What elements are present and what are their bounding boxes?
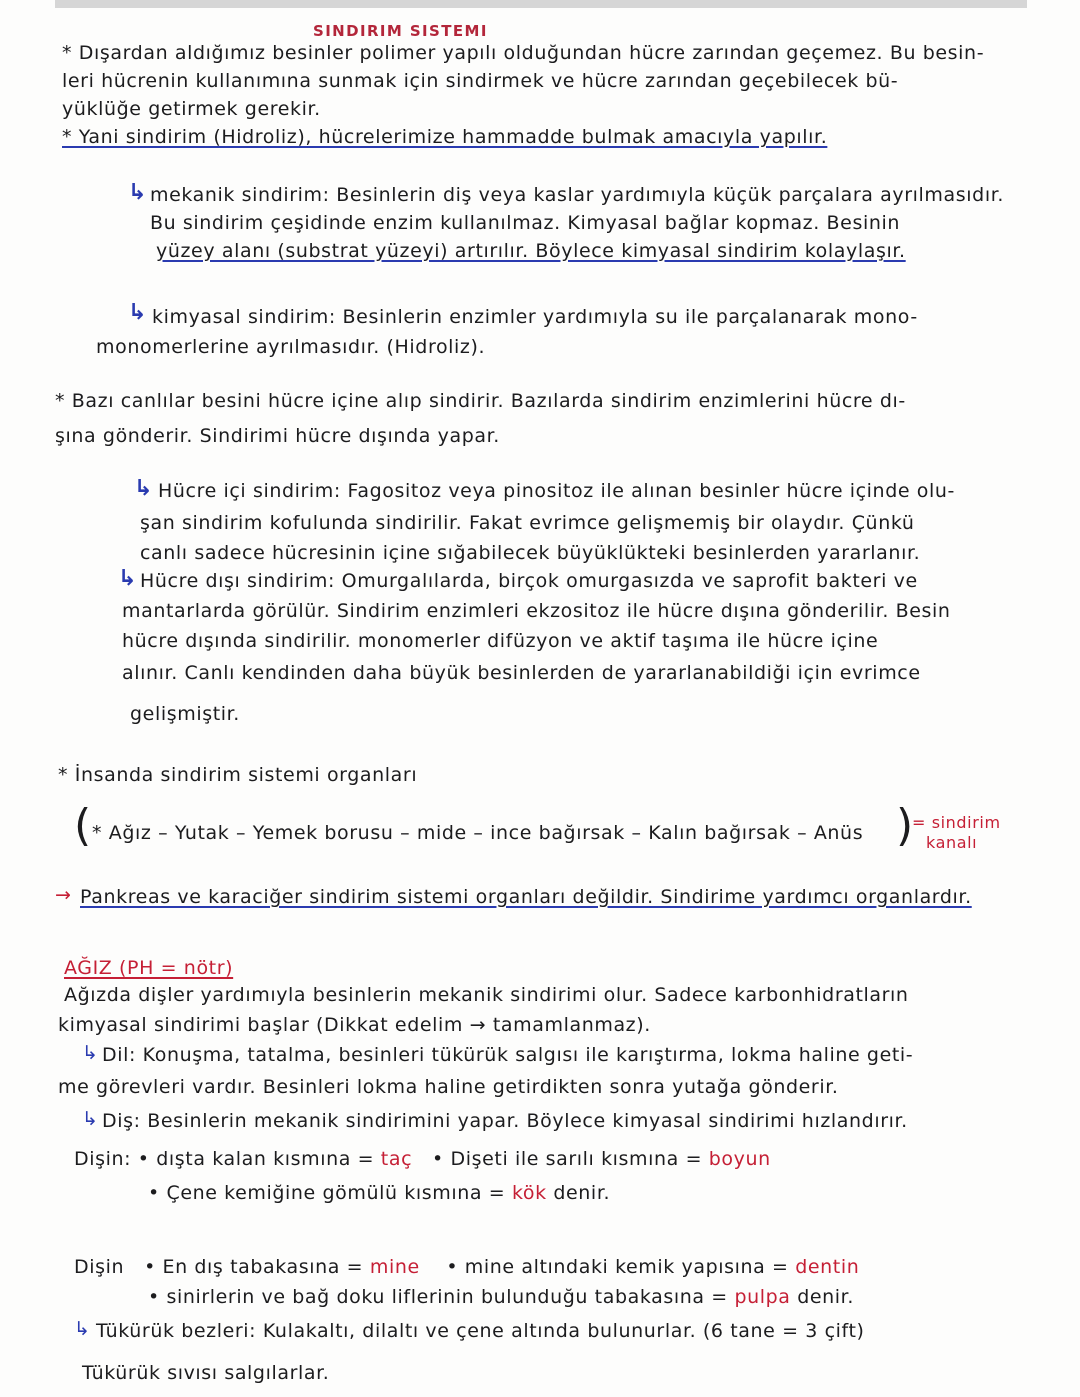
pulp-line [148, 1286, 854, 1308]
chemical-line-1: kimyasal sindirim: Besinlerin enzimler yardımıyla su ile parçalanarak mono- [152, 306, 918, 328]
arrow-icon: ↳ [134, 476, 154, 501]
neck-text: • Dişeti ile sarılı kısmına = [432, 1148, 703, 1170]
organs-heading: * İnsanda sindirim sistemi organları [58, 764, 418, 786]
extracellular-line-3: hücre dışında sindirilir. monomerler difüzyon ve aktif taşıma ile hücre içine [122, 630, 879, 652]
intro-line-2: leri hücrenin kullanımına sunmak için sindirmek ve hücre zarından geçebilecek bü- [62, 70, 899, 92]
tongue-line-2: me görevleri vardır. Besinleri lokma haline getirdikten sonra yutağa gönderir. [58, 1076, 839, 1098]
intro-line-1: * Dışardan aldığımız besinler polimer yapılı olduğundan hücre zarından geçemez. Bu besin- [62, 42, 985, 64]
pulp-text: • sinirlerin ve bağ doku liflerinin bulunduğu tabakasına = [148, 1286, 728, 1308]
mechanical-line-3: yüzey alanı (substrat yüzeyi) artırılır. Böylece kimyasal sindirim kolaylaşır. [156, 240, 906, 262]
intro-line-4: * Yani sindirim (Hidroliz), hücrelerimize hammadde bulmak amacıyla yapılır. [62, 126, 828, 148]
root-end: denir. [553, 1182, 611, 1204]
arrow-icon: ↳ [128, 180, 148, 205]
some-living-line-2: şına gönderir. Sindirimi hücre dışında yapar. [55, 425, 500, 447]
neck-value: boyun [708, 1148, 771, 1170]
arrow-icon: ↳ [128, 300, 148, 325]
dis-label: Dişin: [74, 1148, 132, 1170]
mouth-line-1: Ağızda dişler yardımıyla besinlerin mekanik sindirimi olur. Sadece karbonhidratların [64, 984, 909, 1006]
mouth-line-2: kimyasal sindirimi başlar (Dikkat edelim → tamamlanmaz). [58, 1014, 651, 1036]
close-bracket: ) [896, 800, 914, 851]
chemical-line-2: monomerlerine ayrılmasıdır. (Hidroliz). [96, 336, 486, 358]
arrow-icon: ↳ [118, 566, 138, 591]
arrow-icon: ↳ [82, 1108, 99, 1130]
extracellular-line-2: mantarlarda görülür. Sindirim enzimleri ekzositoz ile hücre dışına gönderilir. Besin [122, 600, 951, 622]
arrow-icon: ↳ [82, 1042, 99, 1064]
intracellular-line-3: canlı sadece hücresinin içine sığabilecek büyüklükteki besinlerden yararlanır. [140, 542, 921, 564]
crown-text: • dışta kalan kısmına = [137, 1148, 375, 1170]
digestive-canal: * Ağız – Yutak – Yemek borusu – mide – ince bağırsak – Kalın bağırsak – Anüs [92, 822, 864, 844]
root-line [148, 1182, 610, 1204]
enamel-text: • En dış tabakasına = [144, 1256, 364, 1278]
canal-label-1: = sindirim [912, 813, 1001, 832]
layers-line [74, 1256, 859, 1278]
saliva-line-2: Tükürük sıvısı salgılarlar. [82, 1362, 330, 1384]
mechanical-line-2: Bu sindirim çeşidinde enzim kullanılmaz. Kimyasal bağlar kopmaz. Besinin [150, 212, 901, 234]
page-edge [55, 0, 1027, 8]
crown-value: taç [380, 1148, 413, 1170]
root-value: kök [511, 1182, 547, 1204]
some-living-line-1: * Bazı canlılar besini hücre içine alıp sindirir. Bazılarda sindirim enzimlerini hücre dı- [55, 390, 906, 412]
intro-line-3: yüklüğe getirmek gerekir. [62, 98, 321, 120]
open-bracket: ( [74, 800, 92, 851]
extracellular-line-4: alınır. Canlı kendinden daha büyük besinlerden de yararlanabildiği için evrimce [122, 662, 921, 684]
root-text: • Çene kemiğine gömülü kısmına = [148, 1182, 506, 1204]
enamel-value: mine [369, 1256, 420, 1278]
arrow-icon: → [55, 884, 72, 906]
pulp-end: denir. [797, 1286, 854, 1308]
canal-label-2: kanalı [926, 833, 978, 852]
saliva-line-1: Tükürük bezleri: Kulakaltı, dilaltı ve çene altında bulunurlar. (6 tane = 3 çift) [96, 1320, 865, 1342]
mechanical-line-1: mekanik sindirim: Besinlerin diş veya kaslar yardımıyla küçük parçalara ayrılmasıdır. [150, 184, 1004, 206]
dentin-text: • mine altındaki kemik yapısına = [446, 1256, 789, 1278]
tooth-line: Diş: Besinlerin mekanik sindirimini yapar. Böylece kimyasal sindirimi hızlandırır. [102, 1110, 908, 1132]
pulp-value: pulpa [734, 1286, 791, 1308]
intracellular-line-2: şan sindirim kofulunda sindirilir. Fakat evrimce gelişmemiş bir olaydır. Çünkü [140, 512, 915, 534]
extracellular-line-5: gelişmiştir. [130, 703, 240, 725]
dentin-value: dentin [795, 1256, 860, 1278]
layers-label: Dişin [74, 1256, 125, 1278]
extracellular-line-1: Hücre dışı sindirim: Omurgalılarda, birçok omurgasızda ve saprofit bakteri ve [140, 570, 918, 592]
page-title: SINDIRIM SISTEMI [313, 22, 488, 40]
tongue-line-1: Dil: Konuşma, tatalma, besinleri tükürük salgısı ile karıştırma, lokma haline geti- [102, 1044, 914, 1066]
arrow-icon: ↳ [74, 1318, 91, 1340]
mouth-heading: AĞIZ (PH = nötr) [64, 957, 234, 979]
intracellular-line-1: Hücre içi sindirim: Fagositoz veya pinositoz ile alınan besinler hücre içinde olu- [158, 480, 955, 502]
helper-organs: Pankreas ve karaciğer sindirim sistemi organları değildir. Sindirime yardımcı organlardır. [80, 886, 972, 908]
tooth-parts-label [74, 1148, 771, 1170]
